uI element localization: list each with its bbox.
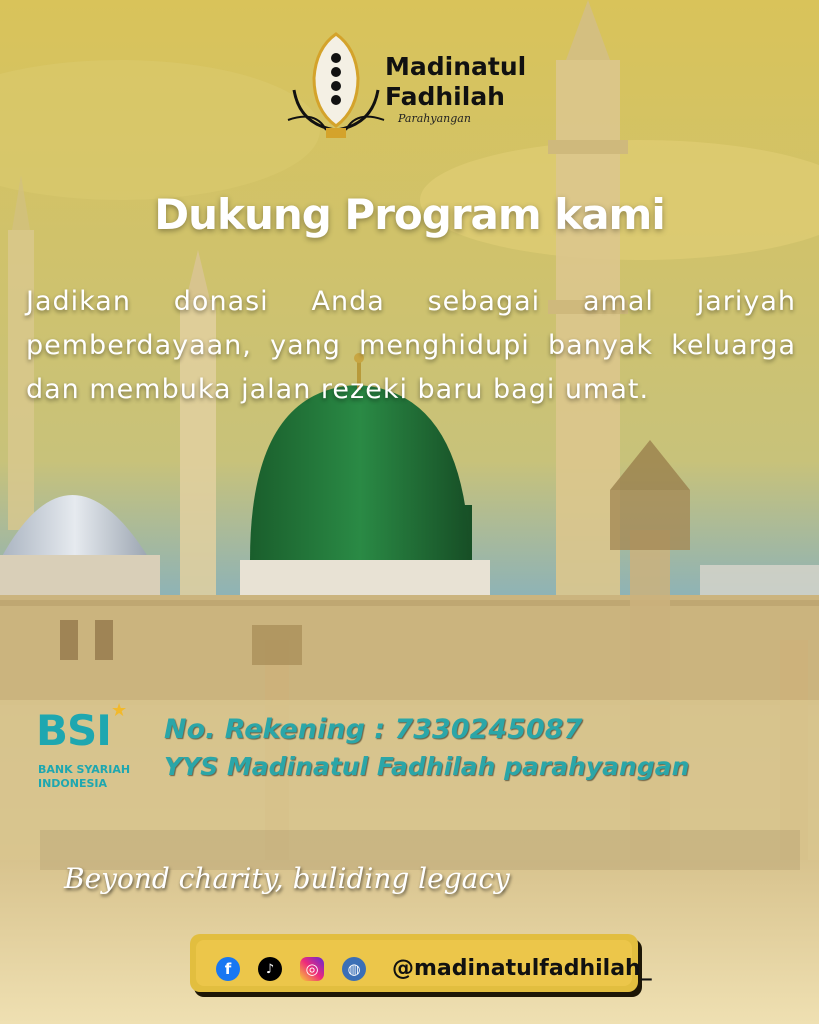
facebook-icon[interactable]: f [216,957,240,981]
brand-name [385,52,526,112]
brand-subtitle: Parahyangan [398,112,471,125]
web-icon[interactable]: ◍ [342,957,366,981]
account-name: YYS Madinatul Fadhilah parahyangan [164,752,690,781]
account-number: No. Rekening : 7330245087 [164,714,583,745]
brand-logo-icon [286,30,386,145]
bsi-logo [36,700,166,802]
tagline: Beyond charity, buliding legacy [64,862,510,895]
social-bar [190,934,652,992]
instagram-icon[interactable]: ◎ [300,957,324,981]
bsi-logo-text: BSI [36,706,111,755]
tiktok-icon[interactable]: ♪ [258,957,282,981]
social-handle[interactable]: @madinatulfadhilah_ [392,956,652,981]
page-title: Dukung Program kami [154,190,665,239]
brand-name-line2: Fadhilah [385,82,505,111]
social-bar-inner [196,940,652,986]
bsi-logo-subtext: BANK SYARIAH INDONESIA [38,763,131,790]
brand-name-line1: Madinatul [385,52,527,81]
star-icon: ★ [111,700,128,721]
body-text: Jadikan donasi Anda sebagai amal jariyah pemberdayaan, yang menghidupi banyak keluarga dan membuka jalan rezeki baru bagi umat. [26,286,796,405]
